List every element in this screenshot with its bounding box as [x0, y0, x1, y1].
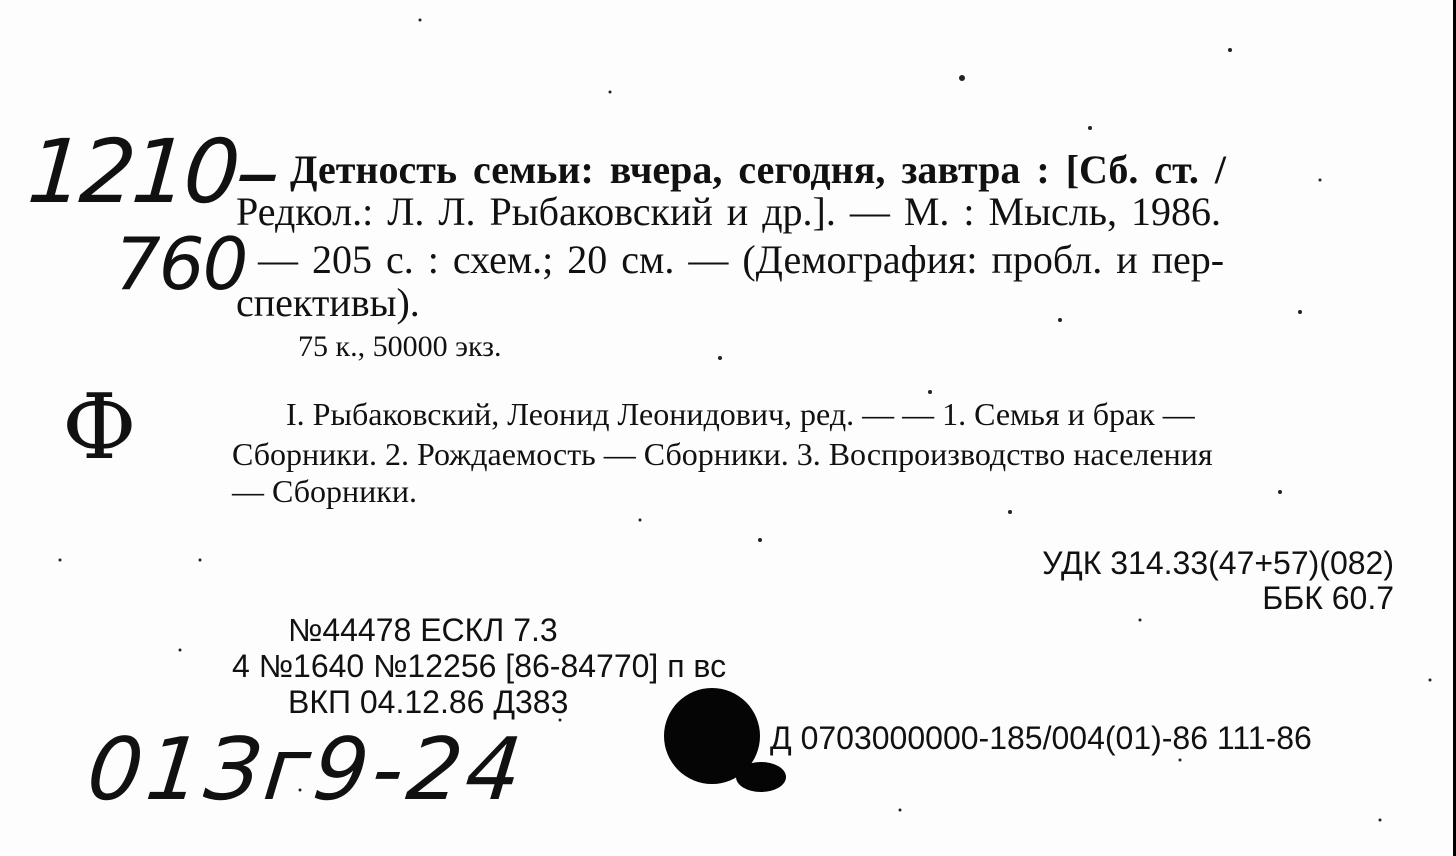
subject-heading-line-1: I. Рыбаковский, Леонид Леонидович, ред. — — 1. Семья и брак —: [286, 396, 1195, 432]
punch-hole-tail: [736, 762, 786, 792]
entry-title-line-4: спективы).: [236, 280, 420, 325]
handwritten-call-number-2: 760: [115, 222, 247, 306]
tech-info-line-2: 4 №1640 №12256 [86-84770] п вс: [232, 648, 727, 684]
entry-title-line-2: Редкол.: Л. Л. Рыбаковский и др.]. — М. : Мысль, 1986.: [236, 189, 1221, 234]
entry-title-line-1: Детность семьи: вчера, сегодня, завтра : [Сб. ст. /: [290, 147, 1226, 192]
handwritten-inventory-number: 01Зг9-24: [82, 720, 531, 820]
subject-heading-line-2: Сборники. 2. Рождаемость — Сборники. 3. Воспроизводство населения: [232, 436, 1213, 472]
entry-title-line-3: — 205 с. : схем.; 20 см. — (Демография: пробл. и пер-: [258, 237, 1225, 282]
publication-code: Д 0703000000-185/004(01)-86 111-86: [770, 720, 1312, 756]
price-print-run: 75 к., 50000 экз.: [298, 330, 502, 363]
handwritten-call-number-1: 1210–: [24, 120, 280, 223]
handwritten-fund-mark: Ф: [62, 375, 137, 480]
bbk-index: ББК 60.7: [1262, 580, 1394, 616]
tech-info-line-3: ВКП 04.12.86 Д383: [288, 684, 569, 720]
subject-heading-line-3: — Сборники.: [232, 473, 417, 509]
tech-info-line-1: №44478 ЕСКЛ 7.3: [288, 612, 558, 648]
udk-index: УДК 314.33(47+57)(082): [1042, 545, 1394, 581]
